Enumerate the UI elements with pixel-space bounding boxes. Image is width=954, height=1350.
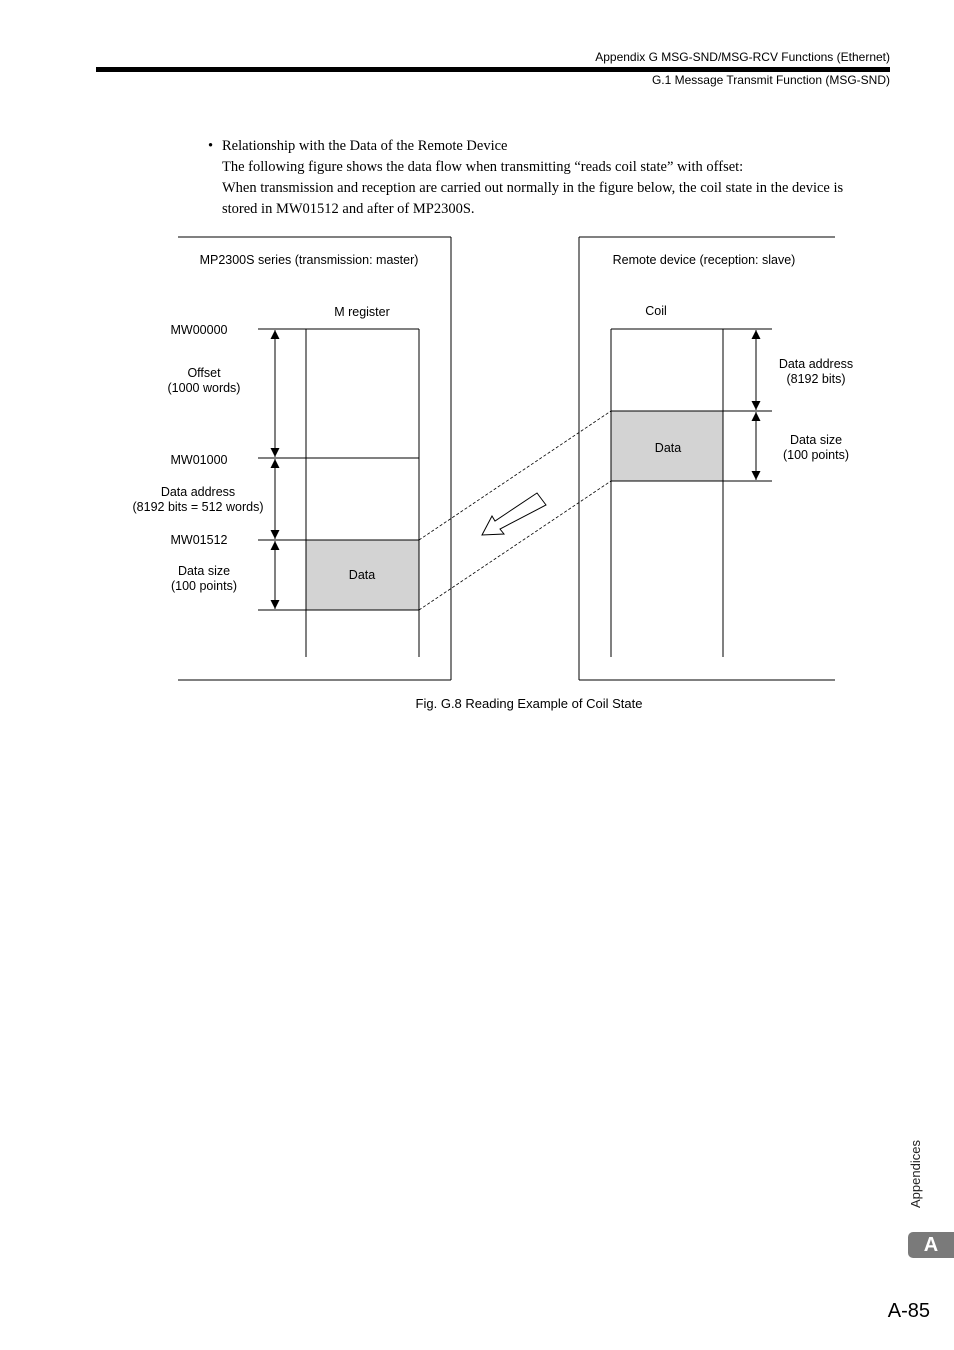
data-label-left: Data <box>348 568 376 582</box>
size-label-2: (100 points) <box>170 579 238 593</box>
figure-caption: Fig. G.8 Reading Example of Coil State <box>415 696 643 711</box>
side-section-label: Appendices <box>908 1140 923 1208</box>
size-label-1: Data size <box>177 564 231 578</box>
address-label-2: (8192 bits = 512 words) <box>132 500 264 514</box>
bullet-symbol: • <box>208 138 214 154</box>
remote-address-label-2: (8192 bits) <box>786 372 846 386</box>
transfer-arrow-icon <box>482 493 546 535</box>
remote-size-label-1: Data size <box>789 433 843 447</box>
coil-column <box>611 329 772 657</box>
label-mw01512: MW01512 <box>170 533 228 547</box>
header-section: G.1 Message Transmit Function (MSG-SND) <box>651 73 890 87</box>
body-line-1: The following figure shows the data flow when transmitting “reads coil state” with offset: <box>222 159 744 175</box>
remote-address-label-1: Data address <box>778 357 854 371</box>
header-chapter: Appendix G MSG-SND/MSG-RCV Functions (Ethernet) <box>595 50 890 64</box>
data-label-right: Data <box>654 441 682 455</box>
offset-label-1: Offset <box>187 366 221 380</box>
slave-title: Remote device (reception: slave) <box>612 253 796 267</box>
master-title: MP2300S series (transmission: master) <box>199 253 419 267</box>
address-label-1: Data address <box>160 485 236 499</box>
coil-label: Coil <box>645 304 667 318</box>
body-line-2: When transmission and reception are carried out normally in the figure below, the coil state in the device is stored in MW01512 and after of MP2300S. <box>222 180 844 217</box>
label-mw00000: MW00000 <box>170 323 228 337</box>
remote-size-label-2: (100 points) <box>782 448 850 462</box>
bullet-title: Relationship with the Data of the Remote Device <box>222 138 508 154</box>
offset-label-2: (1000 words) <box>167 381 241 395</box>
m-register-label: M register <box>334 305 390 319</box>
label-mw01000: MW01000 <box>170 453 228 467</box>
appendix-tab: A <box>908 1232 954 1258</box>
m-register-column <box>258 329 419 657</box>
page-number: A-85 <box>887 1300 930 1322</box>
